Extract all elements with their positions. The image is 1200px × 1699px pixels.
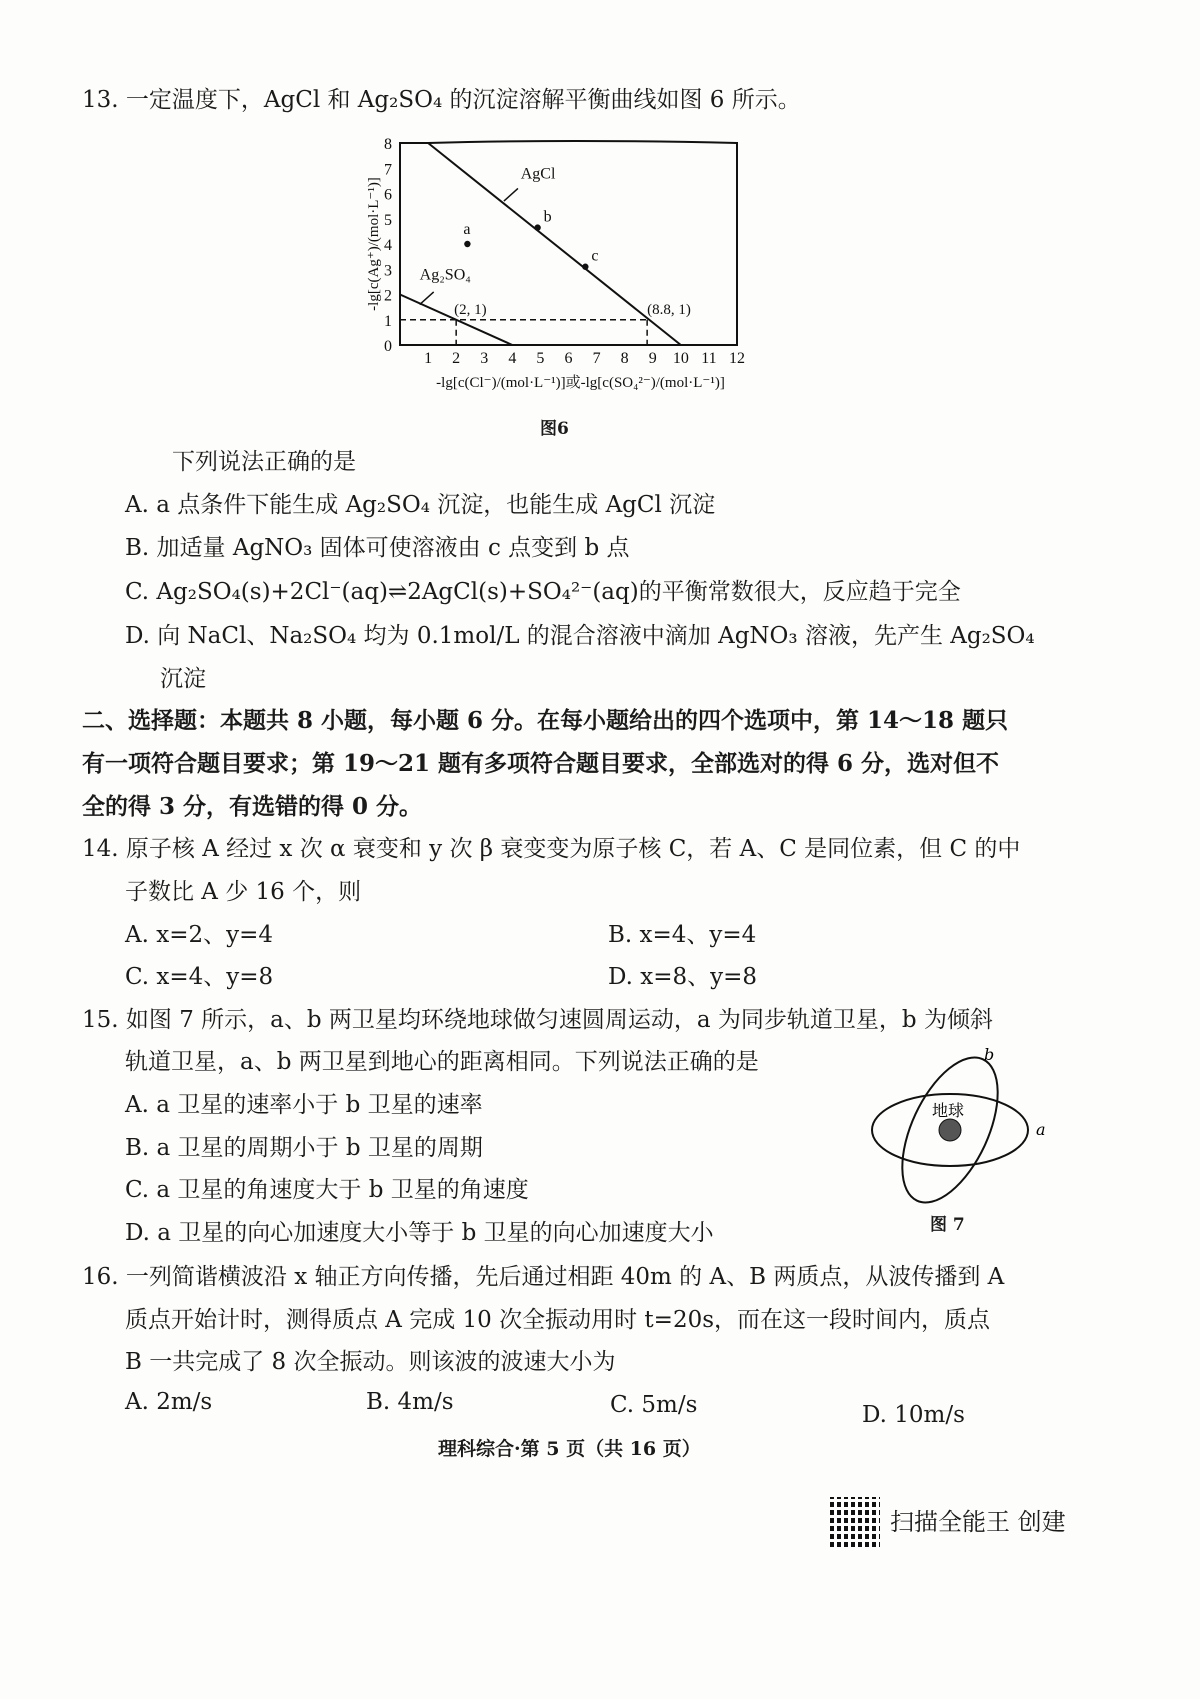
q13-stem: 13. 一定温度下，AgCl 和 Ag₂SO₄ 的沉淀溶解平衡曲线如图 6 所示。 bbox=[82, 87, 801, 113]
q13-option-a: A. a 点条件下能生成 Ag₂SO₄ 沉淀，也能生成 AgCl 沉淀 bbox=[125, 492, 716, 518]
agcl-arrow-icon bbox=[504, 188, 518, 201]
section2-instructions-1: 二、选择题：本题共 8 小题，每小题 6 分。在每小题给出的四个选项中，第 14～18 题只 bbox=[82, 707, 1009, 734]
q13-option-b: B. 加适量 AgNO₃ 固体可使溶液由 c 点变到 b 点 bbox=[125, 535, 630, 561]
page-footer: 理科综合·第 5 页（共 16 页） bbox=[438, 1438, 701, 1460]
point-label-a: a bbox=[463, 221, 471, 238]
data-point-c bbox=[582, 264, 588, 270]
x-tick-label: 8 bbox=[620, 350, 629, 367]
y-tick-label: 6 bbox=[384, 186, 392, 204]
annotation-label: (2, 1) bbox=[454, 301, 487, 318]
x-tick-label: 12 bbox=[729, 350, 745, 367]
q16-option-d: D. 10m/s bbox=[862, 1402, 965, 1428]
ag2so4-arrow-icon bbox=[420, 292, 434, 305]
q16-option-a: A. 2m/s bbox=[125, 1389, 213, 1415]
q15-option-a: A. a 卫星的速率小于 b 卫星的速率 bbox=[125, 1092, 483, 1118]
figure-7-caption: 图 7 bbox=[930, 1215, 965, 1235]
q16-stem-3: B 一共完成了 8 次全振动。则该波的波速大小为 bbox=[125, 1349, 616, 1375]
data-point-b bbox=[534, 224, 540, 230]
x-tick-label: 10 bbox=[672, 350, 689, 367]
q14-option-d: D. x=8、y=8 bbox=[608, 964, 758, 990]
y-tick-label: 0 bbox=[384, 338, 392, 355]
earth-icon bbox=[939, 1119, 961, 1141]
series-label-ag2so4: Ag₂SO₄ bbox=[419, 266, 471, 284]
orbit-a-label: a bbox=[1036, 1120, 1046, 1139]
q15-option-b: B. a 卫星的周期小于 b 卫星的周期 bbox=[125, 1135, 483, 1161]
q13-option-d: D. 向 NaCl、Na₂SO₄ 均为 0.1mol/L 的混合溶液中滴加 AgNO₃ 溶液，先产生 Ag₂SO₄ bbox=[125, 623, 1035, 649]
x-tick-label: 11 bbox=[701, 350, 717, 367]
x-tick-label: 6 bbox=[564, 350, 573, 367]
y-tick-label: 7 bbox=[384, 161, 392, 179]
q15-option-c: C. a 卫星的角速度大于 b 卫星的角速度 bbox=[125, 1177, 529, 1203]
x-tick-label: 9 bbox=[648, 350, 657, 367]
y-tick-label: 2 bbox=[384, 287, 392, 305]
q16-stem-2: 质点开始计时，测得质点 A 完成 10 次全振动用时 t=20s，而在这一段时间内，质点 bbox=[125, 1307, 991, 1333]
section2-instructions-2: 有一项符合题目要求；第 19～21 题有多项符合题目要求，全部选对的得 6 分，选对但不 bbox=[82, 750, 1000, 777]
q13-option-c: C. Ag₂SO₄(s)+2Cl⁻(aq)⇌2AgCl(s)+SO₄²⁻(aq)的平衡常数很大，反应趋于完全 bbox=[125, 579, 961, 605]
figure-6-caption: 图6 bbox=[540, 419, 569, 439]
q13-option-d-cont: 沉淀 bbox=[160, 666, 206, 692]
q15-stem-2: 轨道卫星，a、b 两卫星到地心的距离相同。下列说法正确的是 bbox=[125, 1049, 759, 1075]
q13-prompt: 下列说法正确的是 bbox=[172, 449, 356, 475]
orbit-b-label: b bbox=[984, 1045, 995, 1064]
x-tick-label: 1 bbox=[424, 350, 433, 367]
y-tick-label: 4 bbox=[384, 237, 392, 254]
annotation-label: (8.8, 1) bbox=[647, 301, 691, 318]
q14-option-b: B. x=4、y=4 bbox=[608, 922, 757, 948]
q16-option-b: B. 4m/s bbox=[366, 1389, 454, 1415]
y-tick-label: 3 bbox=[384, 262, 392, 280]
data-point-a bbox=[464, 241, 470, 247]
x-tick-label: 5 bbox=[536, 350, 545, 367]
y-tick-label: 8 bbox=[384, 136, 392, 153]
x-tick-label: 3 bbox=[480, 350, 489, 367]
x-axis-label: -lg[c(Cl⁻)/(mol·L⁻¹)]或-lg[c(SO₄²⁻)/(mol·L⁻¹)] bbox=[436, 375, 725, 390]
q14-stem-1: 14. 原子核 A 经过 x 次 α 衰变和 y 次 β 衰变变为原子核 C，若 A、C 是同位素，但 C 的中 bbox=[82, 836, 1021, 862]
earth-label: 地球 bbox=[932, 1101, 965, 1120]
figure-6-chart bbox=[360, 130, 780, 390]
x-tick-label: 4 bbox=[508, 350, 517, 367]
scanner-watermark: 扫描全能王 创建 bbox=[890, 1508, 1066, 1536]
q16-stem-1: 16. 一列简谐横波沿 x 轴正方向传播，先后通过相距 40m 的 A、B 两质点，从波传播到 A bbox=[82, 1264, 1005, 1290]
q15-stem-1: 15. 如图 7 所示，a、b 两卫星均环绕地球做匀速圆周运动，a 为同步轨道卫星，b 为倾斜 bbox=[82, 1007, 993, 1033]
point-label-b: b bbox=[543, 208, 552, 226]
q15-option-d: D. a 卫星的向心加速度大小等于 b 卫星的向心加速度大小 bbox=[125, 1220, 714, 1246]
q14-option-c: C. x=4、y=8 bbox=[125, 964, 274, 990]
point-label-c: c bbox=[591, 247, 599, 265]
q16-option-c: C. 5m/s bbox=[610, 1392, 698, 1418]
section2-instructions-3: 全的得 3 分，有选错的得 0 分。 bbox=[82, 793, 423, 820]
x-tick-label: 7 bbox=[592, 350, 601, 367]
y-tick-label: 1 bbox=[384, 312, 392, 330]
q14-option-a: A. x=2、y=4 bbox=[125, 922, 274, 948]
y-tick-label: 5 bbox=[384, 211, 392, 229]
y-axis-label: -lg[c(Ag⁺)/(mol·L⁻¹)] bbox=[366, 177, 382, 311]
q14-stem-2: 子数比 A 少 16 个，则 bbox=[125, 879, 362, 905]
qr-code-icon bbox=[830, 1497, 880, 1547]
series-label-agcl: AgCl bbox=[520, 165, 556, 183]
x-tick-label: 2 bbox=[452, 350, 461, 367]
